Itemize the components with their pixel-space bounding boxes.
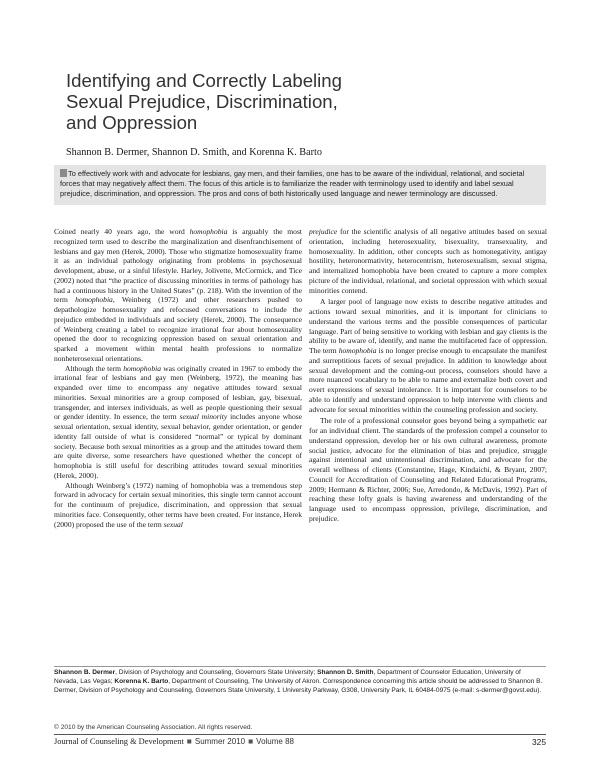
- volume-number: Volume 88: [256, 737, 294, 746]
- right-column: [309, 227, 547, 524]
- title-line: and Oppression: [66, 112, 198, 133]
- author-name: Shannon B. Dermer: [54, 669, 116, 676]
- page-number: 325: [532, 737, 546, 747]
- paragraph: Although the term homophobia was originally created in 1967 to embody the irrational fear of lesbians and gay men (Weinberg, 1972), the meaning has expanded over time to encompass any negative attitudes toward sexual minorities. Sexual minorities are a group composed of lesbian, gay, bisexual, transgender, and intersex individuals, as well as people questioning their sexual or gender identity. In essence, the term sexual minority includes anyone whose sexual orientation, sexual identity, sexual behavior, gender orientation, or gender identity fall outside of what is considered “normal” or typical by dominant society. Because both sexual minorities as a group and the attitudes toward them are quite diverse, some researchers have questioned whether the concept of homophobia is still useful for describing attitudes toward sexual minorities (Herek, 2000).: [54, 363, 303, 480]
- running-footer: [54, 737, 294, 746]
- author-list: Shannon B. Dermer, Shannon D. Smith, and Korenna K. Barto: [66, 147, 322, 158]
- separator-icon: ■: [186, 737, 192, 746]
- footer-divider: [54, 734, 546, 735]
- footnote-divider: [54, 666, 546, 667]
- author-name: Korenna K. Barto: [114, 677, 169, 685]
- title-line: Identifying and Correctly Labeling: [66, 70, 342, 91]
- paragraph: Although Weinberg’s (1972) naming of homophobia was a tremendous step forward in advocacy for certain sexual minorities, this single term cannot account for the continuum of prejudice, discrimination, and oppression that sexual minorities face. Consequently, other terms have been created. For instance, Herek (2000) proposed the use of the term sexual: [54, 480, 302, 529]
- separator-icon: ■: [248, 737, 254, 746]
- paragraph: A larger pool of language now exists to describe negative attitudes and actions toward sexual minorities, and it is important for clinicians to understand the various terms and the possible consequences of particular language. Part of being sensitive to working with lesbian and gay clients is the ability to be aware of, identify, and name the multifaceted face of oppression. The term homophobia is no longer precise enough to encapsulate the manifest and surreptitious facets of sexual prejudice. In addition to knowledge about sexual development and the coming-out process, counselors should have a more nuanced vocabulary to be able to name and externalize both covert and overt expressions of sexual intolerance. It is important for counselors to be able to identify and understand oppression to help intervene with clients and advocate for sexual minorities within the counseling profession and society.: [309, 297, 548, 414]
- abstract: [54, 165, 546, 205]
- paragraph: Coined nearly 40 years ago, the word homophobia is arguably the most recognized term used to describe the marginalization and disenfranchisement of lesbians and gay men (Herek, 2000). Those who stigmatize homosexuality frame it as an individual pathology originating from problems in psychosexual development, abuse, or a sinful lifestyle. Harley, Jolivette, McCormick, and Tice (2002) noted that “the practice of discussing minorities in terms of pathology has had a continuous history in the United States” (p. 218). With the invention of the term homophobia, Weinberg (1972) and other researchers pushed to depathologize homosexuality and refocused conversations to include the prejudice embedded in individuals and society (Herek, 2000). The consequence of Weinberg creating a label to recognize irrational fear about homosexuality opened the door to recognizing oppression based on sexual orientation and sparked a movement within mental health professions to normalize nonheterosexual orientations.: [54, 227, 302, 363]
- abstract-text: To effectively work with and advocate for lesbians, gay men, and their families, one has to be aware of the individual, relational, and societal forces that may negatively affect them. The focus of this article is to familiarize the reader with terminology used to identify and label sexual prejudice, discrimination, and oppression. The pros and cons of both historically used language and newer terminology are discussed.: [60, 169, 525, 199]
- left-column: [54, 227, 302, 529]
- paragraph: The role of a professional counselor goes beyond being a sympathetic ear for an individual client. The standards of the profession compel a counselor to understand oppression, develop her or his own cultural awareness, promote social justice, advocate for the elimination of bias and prejudice, struggle against intentional and unintentional discrimination, and advocate for the overall wellness of clients (Constantine, Hage, Kindaichi, & Bryant, 2007; Council for Accreditation of Counseling and Related Educational Programs, 2009; Hermann & Richter, 2006; Sue, Arredondo, & McDavis, 1992). Part of reaching these lofty goals is having awareness and understanding of the language used to encompass oppression, privilege, discrimination, and prejudice.: [309, 416, 547, 523]
- author-footnote: Shannon B. Dermer, Division of Psychology and Counseling, Governors State University; Shannon D. Smith, Department of Counselor Education, University of Nevada, Las Vegas; Korenna K. Barto, Department of Counseling, The University of Akron. Correspondence concerning this article should be addressed to Shannon B. Dermer, Division of Psychology and Counseling, Governors State University, 1 University Parkway, G308, University Park, IL 60484-0975 (e-mail: s-dermer@govst.edu).: [54, 669, 543, 694]
- title-line: Sexual Prejudice, Discrimination,: [66, 91, 338, 112]
- author-name: Shannon D. Smith: [317, 669, 374, 676]
- article-title: [66, 70, 386, 133]
- copyright-notice: © 2010 by the American Counseling Association. All rights reserved.: [54, 724, 253, 731]
- journal-name: Journal of Counseling & Development: [54, 737, 184, 746]
- abstract-square-icon: [60, 169, 67, 177]
- issue-season: Summer 2010: [194, 737, 246, 746]
- paragraph: prejudice for the scientific analysis of all negative attitudes based on sexual orientation, including heterosexuality, bisexuality, transexuality, and homosexuality. In addition, other concepts such as homonegativity, antigay hostility, heteronormativity, heterocentrism, heterosexualism, sexual stigma, and internalized homophobia have been created to capture a more complex picture of the individual, relational, and societal oppression with which sexual minorities contend.: [309, 227, 547, 295]
